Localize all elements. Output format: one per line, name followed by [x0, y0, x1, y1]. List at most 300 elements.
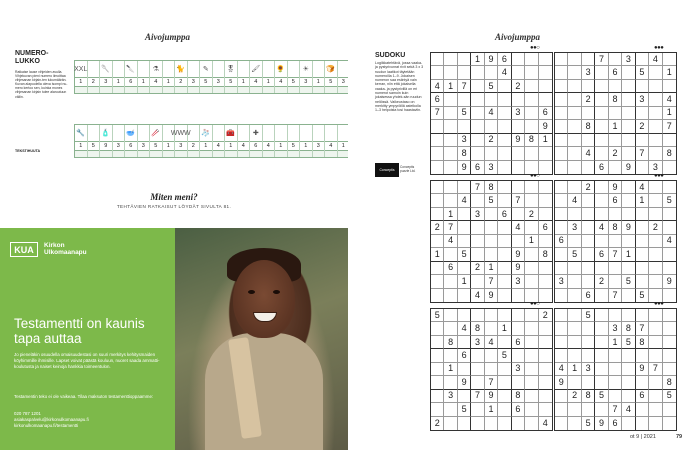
sudoku-cell[interactable] — [663, 221, 676, 234]
sudoku-cell[interactable] — [539, 363, 552, 376]
sudoku-cell[interactable] — [622, 262, 635, 275]
answer-box[interactable] — [288, 86, 300, 93]
answer-box[interactable] — [238, 150, 250, 157]
answer-box[interactable] — [225, 150, 237, 157]
sudoku-cell[interactable] — [444, 417, 457, 430]
sudoku-cell[interactable] — [498, 235, 511, 248]
sudoku-cell[interactable] — [512, 66, 525, 79]
sudoku-cell[interactable] — [663, 363, 676, 376]
sudoku-cell[interactable] — [539, 262, 552, 275]
sudoku-cell[interactable] — [444, 120, 457, 133]
sudoku-cell[interactable] — [458, 363, 471, 376]
sudoku-cell[interactable] — [649, 309, 662, 322]
sudoku-cell[interactable] — [636, 134, 649, 147]
sudoku-cell[interactable] — [471, 120, 484, 133]
sudoku-cell[interactable] — [458, 93, 471, 106]
sudoku-cell[interactable] — [568, 80, 581, 93]
sudoku-cell[interactable] — [498, 134, 511, 147]
sudoku-cell[interactable] — [568, 93, 581, 106]
sudoku-cell[interactable] — [444, 147, 457, 160]
sudoku-cell[interactable] — [636, 235, 649, 248]
sudoku-cell[interactable] — [649, 208, 662, 221]
sudoku-cell[interactable] — [595, 262, 608, 275]
sudoku-cell[interactable] — [539, 403, 552, 416]
sudoku-cell[interactable] — [539, 53, 552, 66]
answer-box[interactable] — [150, 86, 162, 93]
sudoku-cell[interactable] — [444, 289, 457, 302]
sudoku-cell[interactable] — [582, 208, 595, 221]
sudoku-cell[interactable] — [431, 275, 444, 288]
sudoku-cell[interactable] — [498, 161, 511, 174]
sudoku-cell[interactable] — [595, 376, 608, 389]
sudoku-cell[interactable] — [649, 390, 662, 403]
sudoku-cell[interactable] — [431, 194, 444, 207]
answer-box[interactable] — [300, 150, 312, 157]
sudoku-cell[interactable] — [582, 336, 595, 349]
sudoku-cell[interactable] — [555, 289, 568, 302]
answer-box[interactable] — [113, 150, 125, 157]
sudoku-cell[interactable] — [649, 134, 662, 147]
sudoku-cell[interactable] — [458, 221, 471, 234]
sudoku-cell[interactable] — [539, 194, 552, 207]
sudoku-cell[interactable] — [431, 336, 444, 349]
sudoku-cell[interactable] — [568, 322, 581, 335]
sudoku-cell[interactable] — [525, 120, 538, 133]
sudoku-cell[interactable] — [609, 390, 622, 403]
answer-box[interactable] — [100, 86, 112, 93]
sudoku-cell[interactable] — [568, 134, 581, 147]
sudoku-cell[interactable] — [539, 66, 552, 79]
sudoku-cell[interactable] — [498, 194, 511, 207]
sudoku-cell[interactable] — [595, 120, 608, 133]
sudoku-cell[interactable] — [498, 363, 511, 376]
sudoku-cell[interactable] — [498, 181, 511, 194]
sudoku-cell[interactable] — [609, 262, 622, 275]
sudoku-cell[interactable] — [582, 80, 595, 93]
sudoku-cell[interactable] — [649, 417, 662, 430]
sudoku-cell[interactable] — [444, 309, 457, 322]
sudoku-cell[interactable] — [595, 80, 608, 93]
answer-box[interactable] — [138, 86, 150, 93]
sudoku-cell[interactable] — [525, 53, 538, 66]
sudoku-cell[interactable] — [568, 403, 581, 416]
sudoku-cell[interactable] — [471, 309, 484, 322]
sudoku-cell[interactable] — [525, 309, 538, 322]
sudoku-cell[interactable] — [582, 194, 595, 207]
sudoku-cell[interactable] — [663, 336, 676, 349]
answer-box[interactable] — [188, 86, 200, 93]
sudoku-cell[interactable] — [444, 161, 457, 174]
sudoku-cell[interactable] — [663, 349, 676, 362]
sudoku-cell[interactable] — [498, 289, 511, 302]
sudoku-cell[interactable] — [458, 208, 471, 221]
sudoku-cell[interactable] — [498, 417, 511, 430]
sudoku-cell[interactable] — [458, 390, 471, 403]
sudoku-cell[interactable] — [649, 376, 662, 389]
sudoku-cell[interactable] — [458, 120, 471, 133]
sudoku-cell[interactable] — [595, 208, 608, 221]
sudoku-cell[interactable] — [525, 417, 538, 430]
sudoku-cell[interactable] — [444, 53, 457, 66]
sudoku-cell[interactable] — [471, 235, 484, 248]
sudoku-cell[interactable] — [525, 376, 538, 389]
sudoku-cell[interactable] — [431, 147, 444, 160]
sudoku-cell[interactable] — [555, 309, 568, 322]
sudoku-cell[interactable] — [622, 107, 635, 120]
sudoku-cell[interactable] — [555, 120, 568, 133]
answer-box[interactable] — [325, 150, 337, 157]
sudoku-cell[interactable] — [555, 417, 568, 430]
sudoku-cell[interactable] — [471, 93, 484, 106]
sudoku-cell[interactable] — [471, 194, 484, 207]
sudoku-cell[interactable] — [663, 403, 676, 416]
sudoku-cell[interactable] — [458, 336, 471, 349]
sudoku-cell[interactable] — [622, 376, 635, 389]
sudoku-cell[interactable] — [458, 262, 471, 275]
answer-box[interactable] — [250, 86, 262, 93]
sudoku-cell[interactable] — [582, 349, 595, 362]
answer-box[interactable] — [263, 150, 275, 157]
answer-box[interactable] — [150, 150, 162, 157]
answer-box[interactable] — [250, 150, 262, 157]
sudoku-cell[interactable] — [431, 262, 444, 275]
sudoku-cell[interactable] — [471, 363, 484, 376]
sudoku-cell[interactable] — [636, 208, 649, 221]
sudoku-cell[interactable] — [636, 262, 649, 275]
sudoku-cell[interactable] — [444, 93, 457, 106]
sudoku-cell[interactable] — [622, 309, 635, 322]
answer-box[interactable] — [313, 86, 325, 93]
sudoku-cell[interactable] — [636, 161, 649, 174]
sudoku-cell[interactable] — [595, 289, 608, 302]
sudoku-cell[interactable] — [485, 66, 498, 79]
sudoku-cell[interactable] — [539, 289, 552, 302]
sudoku-cell[interactable] — [622, 289, 635, 302]
sudoku-cell[interactable] — [568, 107, 581, 120]
sudoku-cell[interactable] — [539, 235, 552, 248]
sudoku-cell[interactable] — [595, 66, 608, 79]
sudoku-cell[interactable] — [609, 134, 622, 147]
sudoku-cell[interactable] — [431, 289, 444, 302]
sudoku-cell[interactable] — [431, 161, 444, 174]
sudoku-cell[interactable] — [498, 120, 511, 133]
sudoku-cell[interactable] — [525, 248, 538, 261]
sudoku-cell[interactable] — [471, 147, 484, 160]
answer-box[interactable] — [75, 86, 87, 93]
sudoku-cell[interactable] — [555, 134, 568, 147]
sudoku-cell[interactable] — [568, 147, 581, 160]
sudoku-cell[interactable] — [539, 376, 552, 389]
sudoku-cell[interactable] — [595, 336, 608, 349]
answer-box[interactable] — [88, 86, 100, 93]
sudoku-cell[interactable] — [649, 289, 662, 302]
sudoku-cell[interactable] — [622, 194, 635, 207]
sudoku-cell[interactable] — [525, 66, 538, 79]
sudoku-cell[interactable] — [622, 80, 635, 93]
sudoku-cell[interactable] — [582, 134, 595, 147]
answer-box[interactable] — [88, 150, 100, 157]
sudoku-cell[interactable] — [636, 403, 649, 416]
sudoku-cell[interactable] — [649, 66, 662, 79]
sudoku-cell[interactable] — [649, 93, 662, 106]
sudoku-cell[interactable] — [471, 66, 484, 79]
sudoku-cell[interactable] — [568, 66, 581, 79]
sudoku-cell[interactable] — [444, 248, 457, 261]
sudoku-cell[interactable] — [555, 93, 568, 106]
answer-box[interactable] — [175, 86, 187, 93]
sudoku-cell[interactable] — [622, 147, 635, 160]
answer-box[interactable] — [275, 86, 287, 93]
sudoku-cell[interactable] — [636, 417, 649, 430]
sudoku-cell[interactable] — [568, 289, 581, 302]
sudoku-cell[interactable] — [595, 107, 608, 120]
sudoku-cell[interactable] — [539, 336, 552, 349]
sudoku-cell[interactable] — [458, 66, 471, 79]
answer-box[interactable] — [138, 150, 150, 157]
answer-box[interactable] — [300, 86, 312, 93]
sudoku-cell[interactable] — [663, 289, 676, 302]
answer-box[interactable] — [75, 150, 87, 157]
sudoku-cell[interactable] — [663, 161, 676, 174]
sudoku-cell[interactable] — [636, 53, 649, 66]
sudoku-cell[interactable] — [471, 403, 484, 416]
sudoku-cell[interactable] — [525, 161, 538, 174]
sudoku-cell[interactable] — [649, 181, 662, 194]
sudoku-cell[interactable] — [525, 80, 538, 93]
sudoku-cell[interactable] — [595, 147, 608, 160]
answer-box[interactable] — [125, 86, 137, 93]
sudoku-cell[interactable] — [555, 107, 568, 120]
sudoku-cell[interactable] — [471, 349, 484, 362]
sudoku-cell[interactable] — [485, 309, 498, 322]
sudoku-cell[interactable] — [663, 248, 676, 261]
sudoku-cell[interactable] — [512, 53, 525, 66]
sudoku-cell[interactable] — [485, 120, 498, 133]
sudoku-cell[interactable] — [525, 275, 538, 288]
sudoku-cell[interactable] — [568, 208, 581, 221]
sudoku-cell[interactable] — [512, 376, 525, 389]
sudoku-cell[interactable] — [649, 147, 662, 160]
answer-box[interactable] — [275, 150, 287, 157]
sudoku-cell[interactable] — [663, 80, 676, 93]
sudoku-cell[interactable] — [555, 349, 568, 362]
sudoku-cell[interactable] — [649, 248, 662, 261]
sudoku-cell[interactable] — [609, 80, 622, 93]
sudoku-cell[interactable] — [582, 221, 595, 234]
answer-box[interactable] — [113, 86, 125, 93]
sudoku-cell[interactable] — [555, 322, 568, 335]
sudoku-cell[interactable] — [498, 248, 511, 261]
sudoku-cell[interactable] — [636, 309, 649, 322]
sudoku-cell[interactable] — [595, 363, 608, 376]
sudoku-cell[interactable] — [512, 181, 525, 194]
sudoku-cell[interactable] — [512, 322, 525, 335]
sudoku-cell[interactable] — [595, 235, 608, 248]
sudoku-cell[interactable] — [555, 262, 568, 275]
sudoku-cell[interactable] — [582, 275, 595, 288]
sudoku-cell[interactable] — [555, 181, 568, 194]
sudoku-cell[interactable] — [431, 66, 444, 79]
sudoku-cell[interactable] — [622, 66, 635, 79]
sudoku-cell[interactable] — [595, 403, 608, 416]
sudoku-cell[interactable] — [458, 309, 471, 322]
sudoku-cell[interactable] — [431, 120, 444, 133]
sudoku-cell[interactable] — [444, 322, 457, 335]
sudoku-cell[interactable] — [636, 349, 649, 362]
sudoku-cell[interactable] — [622, 93, 635, 106]
sudoku-cell[interactable] — [512, 208, 525, 221]
sudoku-cell[interactable] — [663, 417, 676, 430]
sudoku-cell[interactable] — [636, 221, 649, 234]
sudoku-cell[interactable] — [431, 376, 444, 389]
sudoku-cell[interactable] — [512, 93, 525, 106]
sudoku-cell[interactable] — [485, 235, 498, 248]
sudoku-cell[interactable] — [485, 349, 498, 362]
answer-box[interactable] — [288, 150, 300, 157]
sudoku-cell[interactable] — [525, 349, 538, 362]
sudoku-cell[interactable] — [431, 322, 444, 335]
sudoku-cell[interactable] — [539, 80, 552, 93]
sudoku-cell[interactable] — [555, 80, 568, 93]
sudoku-cell[interactable] — [636, 107, 649, 120]
answer-box[interactable] — [200, 150, 212, 157]
sudoku-cell[interactable] — [525, 181, 538, 194]
sudoku-cell[interactable] — [485, 417, 498, 430]
sudoku-cell[interactable] — [555, 248, 568, 261]
sudoku-cell[interactable] — [568, 417, 581, 430]
sudoku-cell[interactable] — [525, 194, 538, 207]
sudoku-cell[interactable] — [485, 208, 498, 221]
sudoku-cell[interactable] — [595, 181, 608, 194]
sudoku-cell[interactable] — [444, 194, 457, 207]
sudoku-cell[interactable] — [609, 208, 622, 221]
sudoku-cell[interactable] — [649, 107, 662, 120]
sudoku-cell[interactable] — [555, 221, 568, 234]
sudoku-cell[interactable] — [568, 161, 581, 174]
sudoku-cell[interactable] — [649, 262, 662, 275]
sudoku-cell[interactable] — [525, 289, 538, 302]
sudoku-cell[interactable] — [582, 107, 595, 120]
sudoku-cell[interactable] — [458, 289, 471, 302]
answer-box[interactable] — [175, 150, 187, 157]
sudoku-cell[interactable] — [555, 208, 568, 221]
sudoku-cell[interactable] — [636, 248, 649, 261]
sudoku-cell[interactable] — [444, 376, 457, 389]
sudoku-cell[interactable] — [555, 161, 568, 174]
sudoku-cell[interactable] — [458, 417, 471, 430]
answer-box[interactable] — [200, 86, 212, 93]
sudoku-cell[interactable] — [539, 147, 552, 160]
sudoku-cell[interactable] — [595, 322, 608, 335]
sudoku-cell[interactable] — [622, 208, 635, 221]
sudoku-cell[interactable] — [471, 134, 484, 147]
sudoku-cell[interactable] — [512, 161, 525, 174]
sudoku-cell[interactable] — [622, 134, 635, 147]
sudoku-cell[interactable] — [498, 390, 511, 403]
answer-box[interactable] — [213, 86, 225, 93]
sudoku-cell[interactable] — [525, 336, 538, 349]
sudoku-cell[interactable] — [636, 275, 649, 288]
sudoku-cell[interactable] — [431, 390, 444, 403]
sudoku-cell[interactable] — [595, 134, 608, 147]
sudoku-cell[interactable] — [458, 53, 471, 66]
sudoku-cell[interactable] — [636, 80, 649, 93]
sudoku-cell[interactable] — [498, 309, 511, 322]
sudoku-cell[interactable] — [568, 275, 581, 288]
sudoku-cell[interactable] — [649, 322, 662, 335]
sudoku-cell[interactable] — [444, 107, 457, 120]
sudoku-cell[interactable] — [649, 336, 662, 349]
sudoku-cell[interactable] — [525, 403, 538, 416]
sudoku-cell[interactable] — [582, 403, 595, 416]
sudoku-cell[interactable] — [622, 349, 635, 362]
sudoku-cell[interactable] — [595, 194, 608, 207]
sudoku-cell[interactable] — [582, 235, 595, 248]
sudoku-cell[interactable] — [512, 147, 525, 160]
sudoku-cell[interactable] — [485, 147, 498, 160]
sudoku-cell[interactable] — [431, 53, 444, 66]
sudoku-cell[interactable] — [485, 248, 498, 261]
sudoku-cell[interactable] — [471, 80, 484, 93]
answer-box[interactable] — [313, 150, 325, 157]
sudoku-cell[interactable] — [595, 93, 608, 106]
sudoku-cell[interactable] — [622, 120, 635, 133]
answer-box[interactable] — [325, 86, 337, 93]
sudoku-cell[interactable] — [525, 322, 538, 335]
sudoku-cell[interactable] — [609, 309, 622, 322]
sudoku-cell[interactable] — [609, 349, 622, 362]
sudoku-cell[interactable] — [539, 349, 552, 362]
sudoku-cell[interactable] — [498, 336, 511, 349]
sudoku-cell[interactable] — [555, 194, 568, 207]
sudoku-cell[interactable] — [498, 221, 511, 234]
sudoku-cell[interactable] — [568, 262, 581, 275]
sudoku-cell[interactable] — [568, 120, 581, 133]
sudoku-cell[interactable] — [663, 262, 676, 275]
sudoku-cell[interactable] — [512, 417, 525, 430]
sudoku-cell[interactable] — [595, 349, 608, 362]
sudoku-cell[interactable] — [568, 349, 581, 362]
sudoku-cell[interactable] — [471, 221, 484, 234]
sudoku-cell[interactable] — [622, 363, 635, 376]
sudoku-cell[interactable] — [609, 53, 622, 66]
sudoku-cell[interactable] — [498, 376, 511, 389]
sudoku-cell[interactable] — [525, 262, 538, 275]
sudoku-cell[interactable] — [622, 235, 635, 248]
sudoku-cell[interactable] — [498, 93, 511, 106]
sudoku-cell[interactable] — [512, 120, 525, 133]
answer-box[interactable] — [125, 150, 137, 157]
sudoku-cell[interactable] — [582, 262, 595, 275]
sudoku-cell[interactable] — [525, 390, 538, 403]
sudoku-cell[interactable] — [444, 349, 457, 362]
sudoku-cell[interactable] — [609, 363, 622, 376]
answer-box[interactable] — [163, 150, 175, 157]
sudoku-cell[interactable] — [444, 275, 457, 288]
sudoku-cell[interactable] — [444, 66, 457, 79]
sudoku-cell[interactable] — [539, 390, 552, 403]
sudoku-cell[interactable] — [485, 363, 498, 376]
sudoku-cell[interactable] — [512, 349, 525, 362]
sudoku-cell[interactable] — [444, 403, 457, 416]
sudoku-cell[interactable] — [609, 376, 622, 389]
sudoku-cell[interactable] — [525, 363, 538, 376]
sudoku-cell[interactable] — [512, 309, 525, 322]
sudoku-cell[interactable] — [539, 93, 552, 106]
sudoku-cell[interactable] — [582, 248, 595, 261]
sudoku-cell[interactable] — [582, 322, 595, 335]
sudoku-cell[interactable] — [471, 417, 484, 430]
